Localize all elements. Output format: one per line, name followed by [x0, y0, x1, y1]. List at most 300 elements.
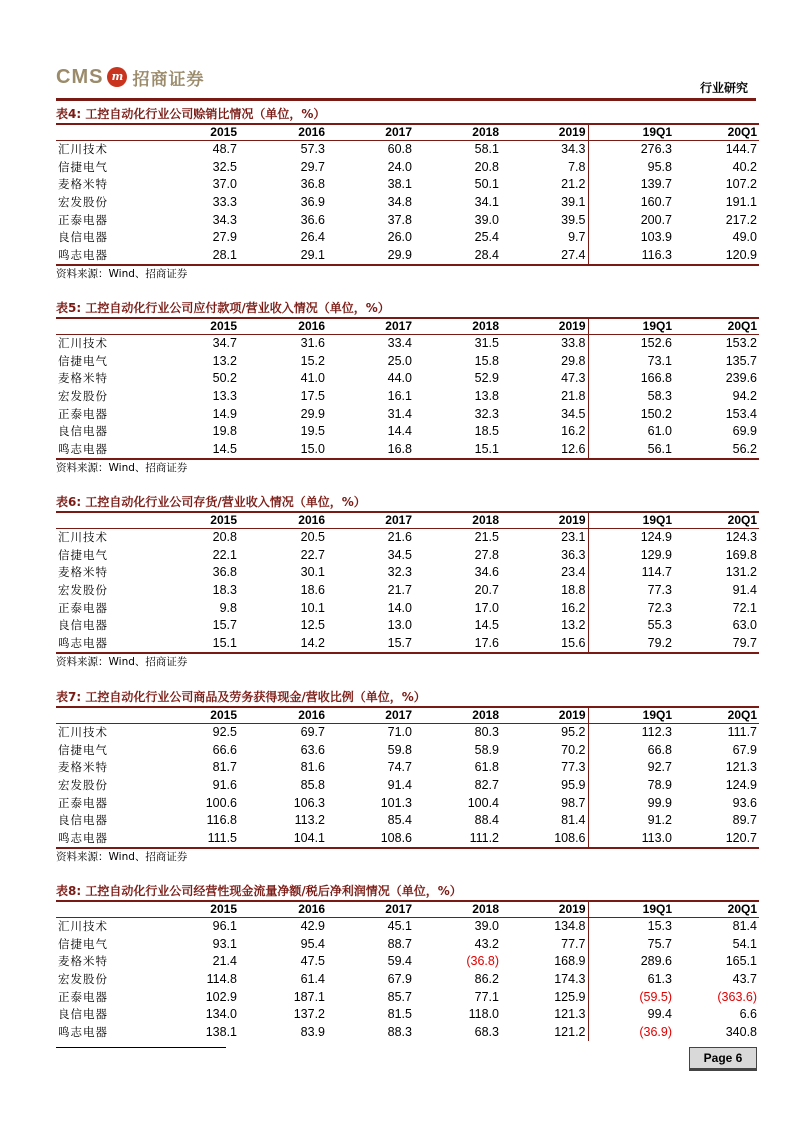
column-header: 2019	[558, 902, 586, 916]
table-row	[56, 953, 759, 971]
value-cell: 77.7	[561, 936, 586, 951]
value-cell: 92.7	[588, 759, 674, 777]
table-row	[56, 936, 759, 954]
table-section	[56, 494, 759, 669]
value-cell: 85.4	[387, 813, 412, 828]
value-cell: 58.1	[474, 142, 499, 157]
company-name-cell: 鸣志电器	[58, 441, 108, 456]
value-cell: 14.5	[474, 618, 499, 633]
value-cell: 36.8	[300, 177, 325, 192]
value-cell: 14.9	[212, 406, 237, 421]
table-header-row	[56, 901, 759, 918]
value-cell: 29.9	[387, 247, 412, 262]
table-row	[56, 194, 759, 212]
value-cell: 44.0	[387, 371, 412, 386]
value-cell: 89.7	[732, 813, 757, 828]
value-cell: 111.5	[207, 830, 237, 845]
value-cell: 13.0	[387, 618, 412, 633]
data-table	[56, 123, 759, 266]
value-cell: 124.9	[588, 529, 674, 547]
table-title: 表5: 工控自动化行业公司应付款项/营业收入情况（单位，%）	[56, 301, 390, 315]
value-cell: 16.2	[561, 600, 586, 615]
table-row	[56, 441, 759, 460]
value-cell: 102.9	[205, 989, 237, 1004]
value-cell: 49.0	[732, 230, 757, 245]
value-cell: 19.5	[300, 424, 325, 439]
value-cell: 99.4	[588, 1006, 674, 1024]
value-cell: 239.6	[725, 371, 757, 386]
company-name-cell: 正泰电器	[58, 600, 108, 615]
value-cell: 112.3	[588, 724, 674, 742]
logo-text: CMS	[56, 65, 104, 88]
value-cell: 34.3	[561, 142, 586, 157]
table-header-row	[56, 512, 759, 529]
table-header-row	[56, 318, 759, 335]
value-cell: 18.8	[561, 583, 586, 598]
table-row	[56, 229, 759, 247]
table-title: 表4: 工控自动化行业公司赊销比情况（单位，%）	[56, 107, 326, 121]
value-cell: 94.2	[732, 389, 757, 404]
company-name-cell: 汇川技术	[58, 725, 108, 740]
value-cell: 45.1	[387, 919, 412, 934]
column-header	[56, 124, 146, 141]
value-cell: 68.3	[474, 1024, 499, 1039]
value-cell: 19.8	[212, 424, 237, 439]
value-cell: 103.9	[588, 229, 674, 247]
table-row	[56, 388, 759, 406]
value-cell: 152.6	[588, 335, 674, 353]
value-cell: 14.2	[300, 635, 325, 650]
value-cell: 83.9	[300, 1024, 325, 1039]
value-cell: 34.3	[212, 212, 237, 227]
company-name-cell: 宏发股份	[58, 389, 108, 404]
value-cell: 33.3	[212, 195, 237, 210]
company-name-cell: 麦格米特	[58, 954, 108, 969]
company-name-cell: 正泰电器	[58, 406, 108, 421]
value-cell: 47.5	[300, 954, 325, 969]
table-row	[56, 529, 759, 547]
value-cell: 28.1	[212, 247, 237, 262]
value-cell: 93.6	[732, 795, 757, 810]
value-cell: 47.3	[561, 371, 586, 386]
company-name-cell: 麦格米特	[58, 565, 108, 580]
value-cell: 18.6	[300, 583, 325, 598]
company-name-cell: 宏发股份	[58, 583, 108, 598]
value-cell: 31.5	[474, 336, 499, 351]
value-cell: 73.1	[588, 353, 674, 371]
value-cell: 111.2	[469, 830, 499, 845]
company-name-cell: 鸣志电器	[58, 635, 108, 650]
value-cell: 21.8	[561, 389, 586, 404]
column-header: 2019	[558, 319, 586, 333]
value-cell: 77.1	[474, 989, 499, 1004]
value-cell: 153.2	[725, 336, 757, 351]
value-cell: 79.2	[588, 635, 674, 654]
value-cell: 91.4	[732, 583, 757, 598]
column-header: 2017	[385, 708, 412, 722]
column-header: 20Q1	[727, 319, 757, 333]
value-cell: 88.4	[474, 813, 499, 828]
company-name-cell: 鸣志电器	[58, 830, 108, 845]
table-row	[56, 777, 759, 795]
value-cell: 66.6	[212, 742, 237, 757]
value-cell: 72.1	[732, 600, 757, 615]
table-row	[56, 794, 759, 812]
value-cell: 55.3	[588, 617, 674, 635]
value-cell: 10.1	[300, 600, 325, 615]
company-name-cell: 麦格米特	[58, 177, 108, 192]
value-cell: 63.0	[732, 618, 757, 633]
value-cell: 70.2	[561, 742, 586, 757]
company-name-cell: 麦格米特	[58, 760, 108, 775]
value-cell: 82.7	[474, 778, 499, 793]
value-cell: (363.6)	[717, 989, 757, 1004]
company-name-cell: 宏发股份	[58, 778, 108, 793]
column-header: 19Q1	[588, 318, 674, 335]
logo-mark-icon: m	[107, 67, 127, 87]
value-cell: 138.1	[205, 1024, 237, 1039]
value-cell: 54.1	[732, 936, 757, 951]
table-section	[56, 883, 759, 1041]
column-header: 2015	[210, 708, 237, 722]
table-title: 表8: 工控自动化行业公司经营性现金流量净额/税后净利润情况（单位，%）	[56, 884, 462, 898]
page-number: Page 6	[689, 1047, 757, 1071]
value-cell: 18.5	[474, 424, 499, 439]
column-header	[56, 318, 146, 335]
table-row	[56, 353, 759, 371]
value-cell: 17.6	[474, 635, 499, 650]
value-cell: 34.8	[387, 195, 412, 210]
value-cell: 116.3	[588, 247, 674, 266]
value-cell: 67.9	[387, 972, 412, 987]
table-row	[56, 830, 759, 849]
value-cell: 22.1	[212, 547, 237, 562]
company-name-cell: 良信电器	[58, 424, 108, 439]
table-row	[56, 159, 759, 177]
value-cell: 61.0	[588, 423, 674, 441]
value-cell: 77.3	[588, 582, 674, 600]
value-cell: 116.8	[206, 813, 237, 828]
value-cell: 121.3	[725, 760, 757, 775]
value-cell: (36.8)	[466, 954, 499, 969]
value-cell: 23.1	[561, 530, 586, 545]
value-cell: 15.6	[561, 635, 586, 650]
value-cell: 21.5	[474, 530, 499, 545]
value-cell: 15.0	[300, 441, 325, 456]
table-row	[56, 988, 759, 1006]
company-name-cell: 信捷电气	[58, 159, 108, 174]
table-section	[56, 106, 759, 281]
value-cell: 32.3	[474, 406, 499, 421]
data-table	[56, 317, 759, 460]
column-header: 20Q1	[727, 902, 757, 916]
value-cell: 20.7	[474, 583, 499, 598]
value-cell: 134.8	[554, 919, 586, 934]
value-cell: 36.3	[561, 547, 586, 562]
column-header: 2016	[298, 125, 325, 139]
company-name-cell: 良信电器	[58, 813, 108, 828]
value-cell: 36.8	[212, 565, 237, 580]
value-cell: 40.2	[732, 159, 757, 174]
table-header-row	[56, 707, 759, 724]
value-cell: 69.7	[300, 725, 325, 740]
value-cell: 95.8	[588, 159, 674, 177]
value-cell: 91.4	[387, 778, 412, 793]
column-header: 2017	[385, 902, 412, 916]
company-name-cell: 良信电器	[58, 230, 108, 245]
value-cell: 15.7	[212, 618, 237, 633]
column-header: 2019	[558, 125, 586, 139]
value-cell: 81.4	[561, 813, 586, 828]
table-row	[56, 971, 759, 989]
value-cell: (36.9)	[588, 1024, 674, 1042]
table-row	[56, 141, 759, 159]
value-cell: 166.8	[588, 370, 674, 388]
value-cell: 114.7	[588, 564, 674, 582]
value-cell: 7.8	[568, 159, 586, 174]
column-header: 20Q1	[727, 125, 757, 139]
company-name-cell: 正泰电器	[58, 795, 108, 810]
value-cell: 12.6	[561, 441, 586, 456]
value-cell: 42.9	[300, 919, 325, 934]
value-cell: 67.9	[732, 742, 757, 757]
value-cell: 50.1	[474, 177, 499, 192]
value-cell: 6.6	[739, 1007, 757, 1022]
value-cell: 30.1	[300, 565, 325, 580]
value-cell: 95.2	[561, 725, 586, 740]
value-cell: 96.1	[212, 919, 237, 934]
value-cell: 80.3	[474, 725, 499, 740]
value-cell: 61.8	[474, 760, 499, 775]
column-header: 2016	[298, 708, 325, 722]
value-cell: 29.7	[300, 159, 325, 174]
value-cell: 39.0	[474, 212, 499, 227]
value-cell: 58.3	[588, 388, 674, 406]
company-name-cell: 信捷电气	[58, 936, 108, 951]
table-row	[56, 742, 759, 760]
value-cell: 24.0	[387, 159, 412, 174]
company-name-cell: 良信电器	[58, 618, 108, 633]
page-header	[56, 60, 756, 102]
value-cell: 26.4	[300, 230, 325, 245]
value-cell: 17.0	[474, 600, 499, 615]
value-cell: 15.1	[212, 635, 237, 650]
cms-logo	[56, 62, 204, 92]
value-cell: 153.4	[725, 406, 757, 421]
column-header: 2016	[298, 902, 325, 916]
value-cell: 23.4	[561, 565, 586, 580]
table-row	[56, 564, 759, 582]
value-cell: 340.8	[725, 1024, 757, 1039]
table-row	[56, 812, 759, 830]
value-cell: 57.3	[300, 142, 325, 157]
value-cell: 34.7	[212, 336, 237, 351]
value-cell: 16.2	[561, 424, 586, 439]
value-cell: 134.0	[205, 1007, 237, 1022]
value-cell: 43.2	[474, 936, 499, 951]
table-title: 表6: 工控自动化行业公司存货/营业收入情况（单位，%）	[56, 495, 366, 509]
column-header: 2018	[472, 125, 499, 139]
value-cell: 50.2	[212, 371, 237, 386]
column-header: 2017	[385, 125, 412, 139]
value-cell: 16.8	[387, 441, 412, 456]
table-row	[56, 176, 759, 194]
value-cell: 160.7	[588, 194, 674, 212]
value-cell: 31.4	[387, 406, 412, 421]
value-cell: 20.8	[212, 530, 237, 545]
value-cell: 27.9	[212, 230, 237, 245]
value-cell: 15.7	[387, 635, 412, 650]
company-name-cell: 汇川技术	[58, 919, 108, 934]
value-cell: 33.4	[387, 336, 412, 351]
value-cell: 34.1	[474, 195, 499, 210]
value-cell: 38.1	[387, 177, 412, 192]
value-cell: 91.6	[212, 778, 237, 793]
value-cell: 34.6	[474, 565, 499, 580]
value-cell: 26.0	[387, 230, 412, 245]
value-cell: 118.0	[468, 1007, 499, 1022]
table-row	[56, 335, 759, 353]
table-row	[56, 547, 759, 565]
value-cell: 14.4	[387, 424, 412, 439]
value-cell: 174.3	[554, 972, 586, 987]
value-cell: 17.5	[300, 389, 325, 404]
column-header	[56, 707, 146, 724]
table-section	[56, 300, 759, 475]
table-row	[56, 1024, 759, 1042]
logo-company-name: 招商证券	[132, 69, 205, 90]
value-cell: 37.0	[212, 177, 237, 192]
column-header: 2015	[210, 513, 237, 527]
value-cell: 144.7	[725, 142, 757, 157]
footnote-rule	[56, 1047, 226, 1048]
column-header: 2019	[558, 513, 586, 527]
table-row	[56, 370, 759, 388]
value-cell: 37.8	[387, 212, 412, 227]
value-cell: 187.1	[293, 989, 325, 1004]
table-row	[56, 724, 759, 742]
value-cell: 9.7	[568, 230, 586, 245]
value-cell: 15.8	[474, 353, 499, 368]
value-cell: 150.2	[588, 405, 674, 423]
value-cell: 18.3	[212, 583, 237, 598]
report-category: 行业研究	[699, 81, 748, 95]
column-header	[56, 512, 146, 529]
value-cell: 129.9	[588, 547, 674, 565]
value-cell: 58.9	[474, 742, 499, 757]
data-table	[56, 900, 759, 1041]
value-cell: 13.3	[212, 389, 237, 404]
company-name-cell: 宏发股份	[58, 195, 108, 210]
header-rule	[56, 98, 756, 101]
value-cell: 106.3	[293, 795, 325, 810]
value-cell: 169.8	[725, 547, 757, 562]
value-cell: 41.0	[300, 371, 325, 386]
table-row	[56, 1006, 759, 1024]
value-cell: 95.4	[300, 936, 325, 951]
column-header: 2018	[472, 902, 499, 916]
value-cell: 93.1	[212, 936, 237, 951]
company-name-cell: 汇川技术	[58, 530, 108, 545]
company-name-cell: 正泰电器	[58, 212, 108, 227]
value-cell: 13.2	[212, 353, 237, 368]
value-cell: 20.8	[474, 159, 499, 174]
company-name-cell: 宏发股份	[58, 972, 108, 987]
value-cell: (59.5)	[588, 988, 674, 1006]
value-cell: 217.2	[725, 212, 757, 227]
column-header: 19Q1	[588, 707, 674, 724]
value-cell: 72.3	[588, 599, 674, 617]
value-cell: 108.6	[554, 830, 586, 845]
column-header: 2018	[472, 708, 499, 722]
company-name-cell: 信捷电气	[58, 547, 108, 562]
value-cell: 101.3	[380, 795, 412, 810]
value-cell: 85.7	[387, 989, 412, 1004]
column-header: 20Q1	[727, 708, 757, 722]
value-cell: 29.8	[561, 353, 586, 368]
value-cell: 16.1	[387, 389, 412, 404]
value-cell: 36.6	[300, 212, 325, 227]
company-name-cell: 信捷电气	[58, 353, 108, 368]
value-cell: 21.6	[387, 530, 412, 545]
value-cell: 191.1	[725, 195, 757, 210]
company-name-cell: 汇川技术	[58, 336, 108, 351]
value-cell: 200.7	[588, 211, 674, 229]
column-header	[56, 901, 146, 918]
value-cell: 32.3	[387, 565, 412, 580]
value-cell: 125.9	[554, 989, 586, 1004]
data-table	[56, 511, 759, 654]
value-cell: 69.9	[732, 424, 757, 439]
value-cell: 120.9	[725, 247, 757, 262]
value-cell: 39.1	[561, 195, 586, 210]
value-cell: 100.6	[205, 795, 237, 810]
value-cell: 92.5	[212, 725, 237, 740]
value-cell: 137.2	[293, 1007, 325, 1022]
value-cell: 121.2	[554, 1024, 586, 1039]
value-cell: 74.7	[387, 760, 412, 775]
source-note: 资料来源：Wind、招商证券	[56, 268, 188, 281]
value-cell: 25.4	[474, 230, 499, 245]
value-cell: 63.6	[300, 742, 325, 757]
value-cell: 13.2	[561, 618, 586, 633]
value-cell: 135.7	[725, 353, 757, 368]
value-cell: 131.2	[725, 565, 757, 580]
value-cell: 43.7	[732, 972, 757, 987]
company-name-cell: 麦格米特	[58, 371, 108, 386]
value-cell: 29.1	[300, 247, 325, 262]
column-header: 2018	[472, 513, 499, 527]
value-cell: 81.4	[732, 919, 757, 934]
value-cell: 75.7	[588, 936, 674, 954]
value-cell: 20.5	[300, 530, 325, 545]
value-cell: 113.2	[294, 813, 325, 828]
value-cell: 21.7	[387, 583, 412, 598]
value-cell: 165.1	[725, 954, 757, 969]
table-row	[56, 599, 759, 617]
value-cell: 48.7	[212, 142, 237, 157]
column-header: 2017	[385, 513, 412, 527]
value-cell: 168.9	[554, 954, 586, 969]
column-header: 2016	[298, 319, 325, 333]
company-name-cell: 鸣志电器	[58, 247, 108, 262]
value-cell: 28.4	[474, 247, 499, 262]
value-cell: 14.0	[387, 600, 412, 615]
data-table	[56, 706, 759, 849]
value-cell: 276.3	[588, 141, 674, 159]
value-cell: 107.2	[725, 177, 757, 192]
value-cell: 21.4	[212, 954, 237, 969]
